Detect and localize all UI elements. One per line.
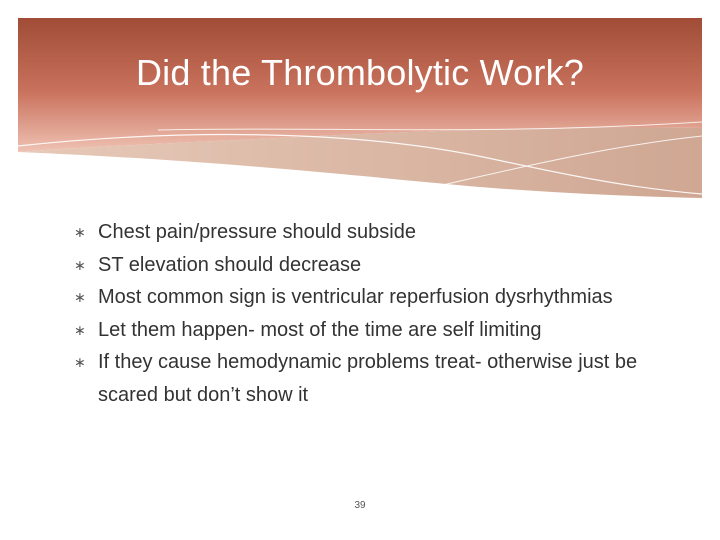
page-number: 39: [354, 500, 366, 511]
slide-title: Did the Thrombolytic Work?: [135, 52, 585, 93]
list-item: [74, 281, 674, 314]
bullet-asterisk-icon: ∗: [74, 321, 86, 338]
list-item: [74, 249, 674, 282]
bullet-text: Most common sign is ventricular reperfusion dysrhythmias: [98, 286, 613, 308]
bullet-asterisk-icon: ∗: [74, 354, 86, 370]
list-item: [74, 346, 674, 411]
bullet-text: Let them happen- most of the time are self limiting: [98, 318, 542, 341]
bullet-asterisk-icon: ∗: [74, 256, 86, 273]
title-banner: [18, 18, 702, 208]
bullet-text: If they cause hemodynamic problems treat- otherwise just be scared but don’t show it: [98, 351, 638, 406]
bullet-text: Chest pain/pressure should subside: [98, 221, 416, 243]
bullet-list: [74, 216, 674, 411]
list-item: [74, 216, 674, 249]
title-banner-graphic: [18, 18, 702, 208]
bullet-asterisk-icon: ∗: [74, 289, 86, 305]
bullet-text: ST elevation should decrease: [98, 253, 362, 276]
list-item: [74, 314, 674, 347]
bullet-asterisk-icon: ∗: [74, 224, 86, 240]
